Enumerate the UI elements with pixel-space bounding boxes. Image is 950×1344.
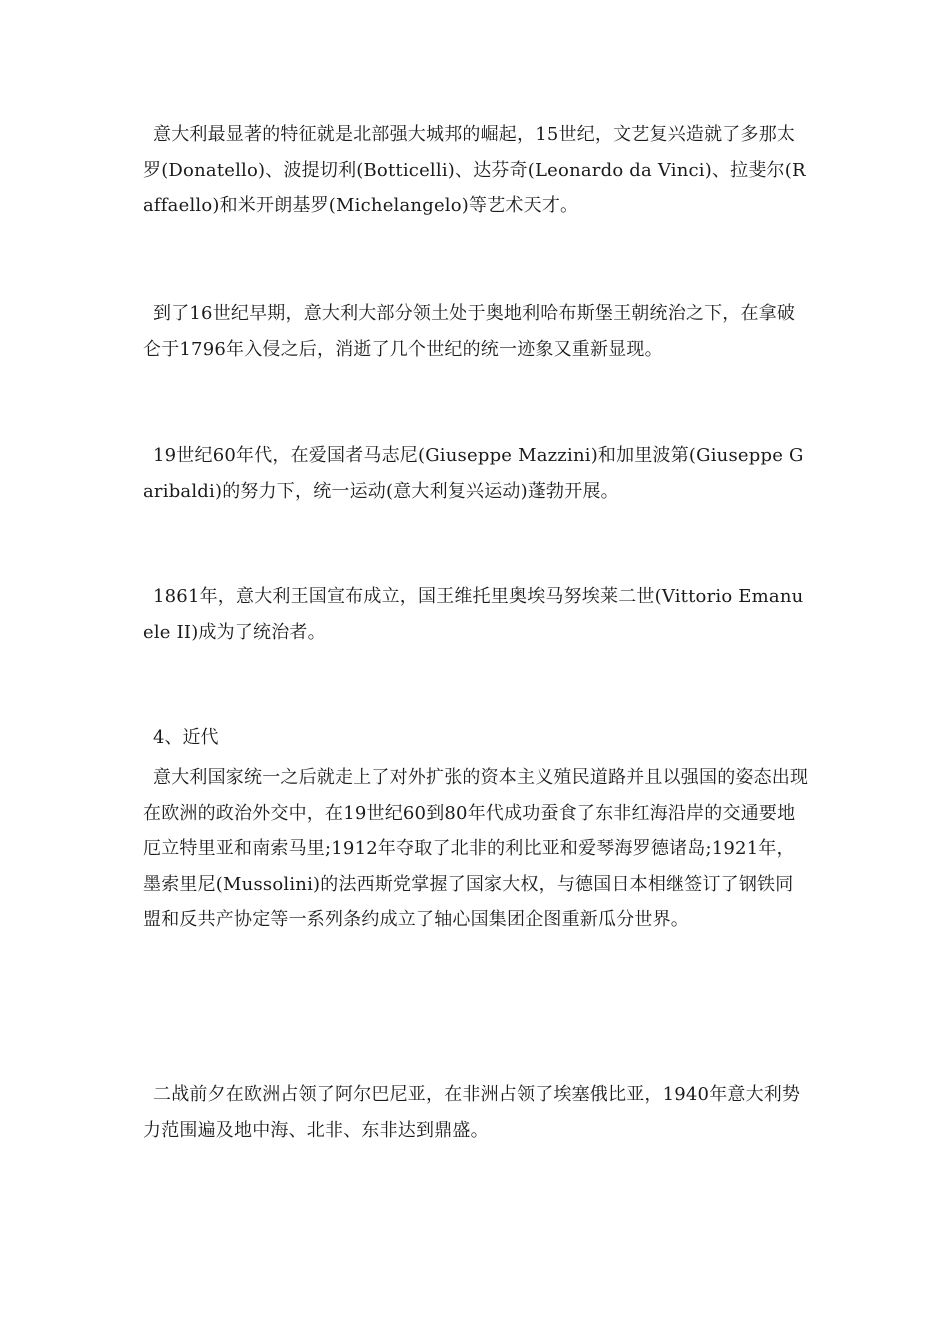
paragraph-renaissance: 意大利最显著的特征就是北部强大城邦的崛起，15世纪，文艺复兴造就了多那太罗(Donatello)、波提切利(Botticelli)、达芬奇(Leonardo da Vinci)、拉斐尔(Raffaello)和米开朗基罗(Michelangelo)等艺术天才。 bbox=[143, 124, 806, 216]
paragraph-risorgimento: 19世纪60年代，在爱国者马志尼(Giuseppe Mazzini)和加里波第(Giuseppe Garibaldi)的努力下，统一运动(意大利复兴运动)蓬勃开展。 bbox=[143, 445, 804, 502]
paragraph-kingdom-founded: 1861年，意大利王国宣布成立，国王维托里奥埃马努埃莱二世(Vittorio Emanuele II)成为了统治者。 bbox=[143, 586, 804, 643]
paragraph-colonial-expansion: 意大利国家统一之后就走上了对外扩张的资本主义殖民道路并且以强国的姿态出现在欧洲的政治外交中，在19世纪60到80年代成功蚕食了东非红海沿岸的交通要地厄立特里亚和南索马里;1912年夺取了北非的利比亚和爱琴海罗德诸岛;1921年，墨索里尼(Mussolini)的法西斯党掌握了国家大权，与德国日本相继签订了钢铁同盟和反共产协定等一系列条约成立了轴心国集团企图重新瓜分世界。 bbox=[143, 767, 809, 930]
section-heading-modern-era: 4、近代 bbox=[153, 727, 219, 748]
paragraph-habsburg-rule: 到了16世纪早期，意大利大部分领土处于奥地利哈布斯堡王朝统治之下，在拿破仑于1796年入侵之后，消逝了几个世纪的统一迹象又重新显现。 bbox=[143, 303, 796, 360]
paragraph-prewar-peak: 二战前夕在欧洲占领了阿尔巴尼亚，在非洲占领了埃塞俄比亚，1940年意大利势力范围遍及地中海、北非、东非达到鼎盛。 bbox=[143, 1084, 801, 1141]
